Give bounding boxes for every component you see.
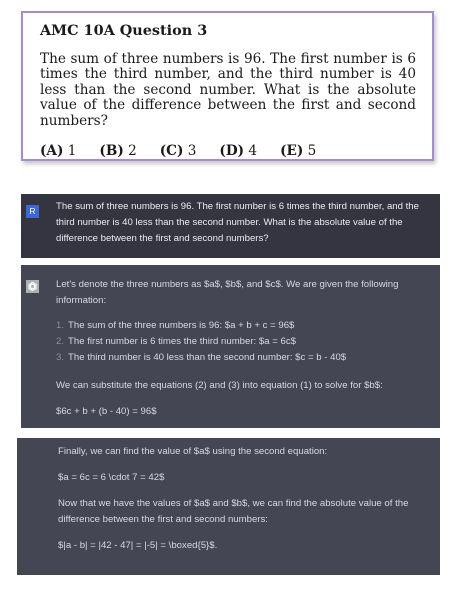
choice-letter: (E) xyxy=(280,143,304,160)
question-body: The sum of three numbers is 96. The first number is 6 times the third number, and the third number is 40 less than the second number. What is the absolute value of the difference between the first and second numbers? xyxy=(40,51,416,129)
user-message-text: The sum of three numbers is 96. The first number is 6 times the third number, and the third number is 40 less than the second number. What is the absolute value of the difference between the first and second numbers? xyxy=(56,201,419,244)
list-text: The third number is 40 less than the second number: $c = b - 40$ xyxy=(68,352,347,363)
choice-e xyxy=(280,142,316,160)
choice-value: 2 xyxy=(128,143,137,160)
choice-value: 3 xyxy=(187,143,197,160)
value-a-equation: $a = 6c = 6 \cdot 7 = 42$ xyxy=(58,472,165,483)
question-card xyxy=(21,11,434,161)
choice-d xyxy=(219,142,257,160)
answer-choices xyxy=(40,142,416,160)
choice-value: 4 xyxy=(248,143,258,160)
user-message xyxy=(21,194,440,258)
list-item xyxy=(56,334,434,350)
assistant-message-continued xyxy=(17,438,440,575)
choice-letter: (D) xyxy=(219,143,245,160)
list-text: The first number is 6 times the third number: $a = 6c$ xyxy=(68,336,296,347)
choice-c xyxy=(160,142,197,160)
list-item xyxy=(56,318,434,334)
choice-letter: (B) xyxy=(99,143,124,160)
substitute-text: We can substitute the equations (2) and (3) into equation (1) to solve for $b$: xyxy=(56,380,383,391)
difference-text: Now that we have the values of $a$ and $b$, we can find the absolute value of the difference between the first and second numbers: xyxy=(58,498,409,525)
openai-logo-icon xyxy=(26,280,39,293)
given-list xyxy=(56,318,434,366)
question-title: AMC 10A Question 3 xyxy=(40,22,208,39)
list-number: 3. xyxy=(56,352,65,363)
assistant-message xyxy=(21,265,440,428)
assistant-continued-content xyxy=(58,444,423,554)
choice-letter: (C) xyxy=(159,143,184,160)
assistant-message-content xyxy=(56,277,434,420)
choice-value: 5 xyxy=(307,143,317,160)
choice-letter: (A) xyxy=(40,143,64,160)
equation-text: $6c + b + (b - 40) = 96$ xyxy=(56,406,157,417)
list-number: 1. xyxy=(56,320,65,331)
list-number: 2. xyxy=(56,336,65,347)
list-item xyxy=(56,350,434,366)
user-avatar: R xyxy=(26,205,39,218)
choice-value: 1 xyxy=(67,143,77,160)
assistant-intro: Let's denote the three numbers as $a$, $b$, and $c$. We are given the following information: xyxy=(56,279,399,306)
final-line: Finally, we can find the value of $a$ using the second equation: xyxy=(58,446,328,457)
difference-equation: $|a - b| = |42 - 47| = |-5| = \boxed{5}$. xyxy=(58,540,218,551)
choice-a xyxy=(40,142,76,160)
choice-b xyxy=(99,142,136,160)
list-text: The sum of the three numbers is 96: $a + b + c = 96$ xyxy=(68,320,295,331)
